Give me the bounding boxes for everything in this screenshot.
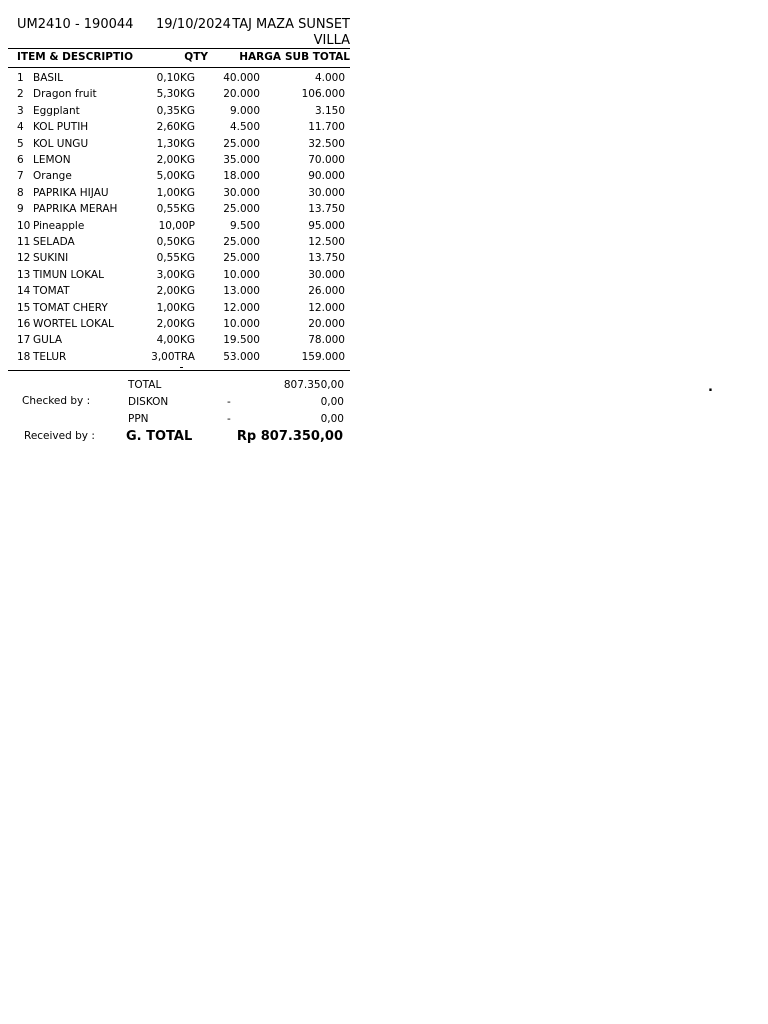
- diskon-value: 0,00: [320, 396, 344, 408]
- item-price: 40.000: [223, 72, 260, 84]
- ppn-value: 0,00: [320, 413, 344, 425]
- customer-name-line2: VILLA: [313, 33, 350, 48]
- table-bottom-divider: [8, 370, 350, 371]
- item-price: 10.000: [223, 268, 260, 281]
- item-qty: 3,00KG: [156, 268, 195, 281]
- item-qty: 2,00KG: [156, 154, 195, 166]
- item-qty: 2,60KG: [156, 121, 195, 134]
- item-qty: 0,55KG: [156, 203, 195, 216]
- item-name: TOMAT CHERY: [33, 301, 108, 314]
- item-name: TELUR: [33, 350, 67, 363]
- item-subtotal: 4.000: [314, 72, 345, 84]
- row-number: 6: [17, 154, 24, 166]
- item-price: 18.000: [223, 170, 260, 183]
- item-price: 30.000: [223, 186, 260, 199]
- item-name: Pineapple: [33, 219, 85, 232]
- total-label: TOTAL: [128, 379, 162, 391]
- column-header-item: ITEM & DESCRIPTIO: [17, 51, 133, 63]
- item-qty: 0,10KG: [156, 72, 195, 84]
- item-name: Orange: [33, 170, 72, 183]
- invoice-date: 19/10/2024: [156, 17, 231, 32]
- table-row: [0, 302, 360, 318]
- item-name: KOL UNGU: [33, 137, 89, 150]
- table-row: [0, 351, 360, 367]
- row-number: 14: [17, 285, 31, 298]
- item-subtotal: 70.000: [308, 154, 345, 166]
- ppn-dash: -: [227, 413, 231, 425]
- row-number: 15: [17, 301, 31, 314]
- row-number: 7: [17, 170, 24, 183]
- item-price: 4.500: [229, 121, 260, 134]
- row-number: 3: [17, 104, 24, 117]
- item-qty: 0,50KG: [156, 236, 195, 248]
- item-subtotal: 11.700: [308, 121, 345, 134]
- item-name: BASIL: [33, 72, 63, 84]
- item-subtotal: 32.500: [308, 137, 345, 150]
- item-name: WORTEL LOKAL: [33, 318, 114, 330]
- table-row: [0, 138, 360, 154]
- row-number: 8: [17, 186, 24, 199]
- item-subtotal: 90.000: [308, 170, 345, 183]
- item-name: Eggplant: [33, 104, 80, 117]
- total-value: 807.350,00: [283, 379, 344, 391]
- item-price: 19.500: [223, 334, 260, 347]
- item-name: KOL PUTIH: [33, 121, 89, 134]
- item-name: TIMUN LOKAL: [33, 268, 104, 281]
- item-subtotal: 106.000: [301, 88, 345, 101]
- item-subtotal: 30.000: [308, 186, 345, 199]
- grand-total-value: Rp 807.350,00: [236, 429, 343, 444]
- item-qty: 2,00KG: [156, 285, 195, 298]
- item-qty: 0,35KG: [156, 104, 195, 117]
- item-price: 9.000: [229, 104, 260, 117]
- column-header-subtotal: SUB TOTAL: [285, 51, 350, 63]
- row-number: 18: [17, 350, 31, 363]
- item-subtotal: 26.000: [308, 285, 345, 298]
- row-number: 9: [17, 203, 24, 216]
- item-qty: 0,55KG: [156, 252, 195, 265]
- item-subtotal: 95.000: [308, 219, 345, 232]
- invoice-number: UM2410 - 190044: [17, 17, 134, 32]
- table-row: [0, 220, 360, 236]
- item-price: 25.000: [223, 137, 260, 150]
- checked-by-label: Checked by :: [22, 395, 91, 407]
- table-row: [0, 203, 360, 219]
- row-number: 13: [17, 268, 31, 281]
- item-qty: 2,00KG: [156, 318, 195, 330]
- item-name: LEMON: [33, 154, 71, 166]
- received-by-label: Received by :: [24, 430, 95, 442]
- item-price: 10.000: [223, 318, 260, 330]
- item-subtotal: 12.000: [308, 301, 345, 314]
- item-name: SELADA: [33, 236, 75, 248]
- table-row: [0, 105, 360, 121]
- item-name: TOMAT: [33, 285, 70, 298]
- item-subtotal: 78.000: [308, 334, 345, 347]
- item-name: Dragon fruit: [33, 88, 97, 101]
- row-number: 4: [17, 121, 24, 134]
- item-price: 13.000: [223, 285, 260, 298]
- item-subtotal: 13.750: [308, 203, 345, 216]
- item-qty: 5,00KG: [156, 170, 195, 183]
- grand-total-label: G. TOTAL: [126, 429, 193, 444]
- table-row: [0, 285, 360, 301]
- item-subtotal: 30.000: [308, 268, 345, 281]
- item-price: 12.000: [223, 301, 260, 314]
- header-divider-bottom: [8, 67, 350, 68]
- item-qty: 1,00KG: [156, 186, 195, 199]
- row-number: 1: [17, 72, 24, 84]
- item-subtotal: 159.000: [301, 350, 345, 363]
- header-divider-top: [8, 48, 350, 49]
- row-number: 16: [17, 318, 31, 330]
- table-row: [0, 318, 360, 334]
- item-price: 20.000: [223, 88, 260, 101]
- table-row: [0, 170, 360, 186]
- item-price: 25.000: [223, 252, 260, 265]
- item-price: 53.000: [223, 350, 260, 363]
- item-qty: 1,00KG: [156, 301, 195, 314]
- column-header-qty: QTY: [184, 51, 208, 63]
- row-number: 17: [17, 334, 31, 347]
- table-row: [0, 269, 360, 285]
- item-price: 25.000: [223, 236, 260, 248]
- item-price: 9.500: [229, 219, 260, 232]
- item-qty: 1,30KG: [156, 137, 195, 150]
- item-subtotal: 12.500: [308, 236, 345, 248]
- row-number: 12: [17, 252, 31, 265]
- customer-name-line1: TAJ MAZA SUNSET: [232, 17, 350, 32]
- overflow-mark: [180, 367, 183, 368]
- diskon-label: DISKON: [128, 396, 169, 408]
- table-row: [0, 88, 360, 104]
- table-row: [0, 121, 360, 137]
- row-number: 2: [17, 88, 24, 101]
- row-number: 11: [17, 236, 31, 248]
- table-row: [0, 187, 360, 203]
- table-row: [0, 252, 360, 268]
- column-header-harga: HARGA: [239, 51, 281, 63]
- item-price: 35.000: [223, 154, 260, 166]
- item-price: 25.000: [223, 203, 260, 216]
- item-qty: 10,00P: [158, 219, 195, 232]
- diskon-dash: -: [227, 396, 231, 408]
- item-qty: 3,00TRA: [151, 350, 195, 363]
- item-name: PAPRIKA HIJAU: [33, 186, 109, 199]
- item-subtotal: 20.000: [308, 318, 345, 330]
- table-row: [0, 334, 360, 350]
- table-row: [0, 154, 360, 170]
- item-qty: 4,00KG: [156, 334, 195, 347]
- item-qty: 5,30KG: [156, 88, 195, 101]
- table-row: [0, 236, 360, 252]
- row-number: 10: [17, 219, 31, 232]
- stray-dot: .: [708, 380, 713, 395]
- item-name: PAPRIKA MERAH: [33, 203, 118, 216]
- item-subtotal: 3.150: [314, 104, 345, 117]
- ppn-label: PPN: [128, 413, 149, 425]
- table-row: [0, 72, 360, 88]
- item-name: SUKINI: [33, 252, 69, 265]
- item-subtotal: 13.750: [308, 252, 345, 265]
- row-number: 5: [17, 137, 24, 150]
- item-name: GULA: [33, 334, 63, 347]
